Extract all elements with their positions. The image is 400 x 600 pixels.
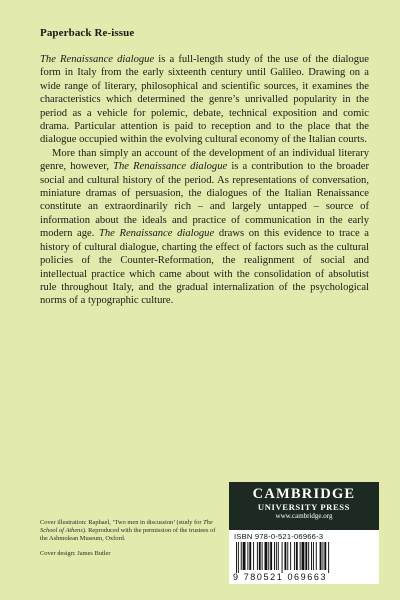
barcode-block	[229, 530, 379, 584]
barcode-bar	[282, 542, 283, 573]
barcode-bar	[270, 542, 272, 570]
book-title-italic: The Renaissance dialogue	[40, 54, 155, 65]
book-title-italic: The Renaissance dialogue	[98, 228, 215, 240]
barcode-bar	[243, 542, 246, 570]
description-text: draws on this evidence to trace a history of cultural dialogue, charting the effect of factors such as the cultural policies of the Counter-Reformation, the realignment of social and intellectual practice which came about with the consolidation of absolutist rule throughout Italy, and the gradual internalization of the psychological norms of a typographic culture.	[40, 228, 369, 307]
description-paragraph-2	[40, 147, 369, 308]
barcode-bar	[238, 542, 239, 573]
barcode-bar	[311, 542, 312, 570]
description-text: is a full-length study of the use of the dialogue form in Italy from the early sixteenth century until Galileo. Drawing on a wide range of literary, philosophical and scientific sources, it examines the characteristics which determined the genre’s unrivalled popularity in the period as a vehicle for polemic, debate, technical exposition and comic drama. Particular attention is paid to reception and to the place that the dialogue occupied within the evolving cultural economy of the Italian courts.	[40, 54, 369, 146]
description-text: is a contribution to the broader social and cultural history of the period. As representations of conversation, miniature dramas of persuasion, the dialogues of the Italian Renaissance constitute an extraordinarily rich – and largely untapped – source of information about the ideals and practice of communication in the early modern age.	[40, 161, 369, 240]
barcode-bar	[284, 542, 286, 570]
barcode-bar	[259, 542, 261, 570]
barcode-bar	[247, 542, 248, 570]
barcode-bar	[296, 542, 298, 570]
publisher-name: CAMBRIDGE	[252, 486, 356, 502]
artwork-title-italic: The School of Athens	[40, 519, 213, 535]
book-description	[40, 53, 369, 308]
credit-text: ). Reproduced with the permission of the trustees of the Ashmolean Museum, Oxford.	[40, 527, 216, 543]
barcode-bar	[257, 542, 258, 570]
barcode-bar	[236, 542, 237, 573]
cover-credits	[40, 519, 222, 558]
cover-illustration-credit	[40, 519, 222, 544]
barcode-bar	[276, 542, 277, 570]
barcode-bar	[300, 542, 301, 570]
reissue-heading: Paperback Re-issue	[40, 27, 135, 39]
barcode-graphic	[234, 542, 374, 573]
description-text: More than simply an account of the development of an individual literary genre, however,	[40, 147, 369, 173]
barcode-bar	[322, 542, 323, 570]
barcode-bar	[241, 542, 242, 570]
barcode-bar	[274, 542, 275, 570]
publisher-subtitle: UNIVERSITY PRESS	[257, 502, 351, 512]
barcode-digits: 9 780521 069663	[233, 572, 328, 582]
barcode-bar	[249, 542, 251, 570]
barcode-bar	[316, 542, 317, 570]
barcode-bar	[294, 542, 295, 570]
barcode-bar	[253, 542, 254, 570]
barcode-bar	[324, 542, 326, 570]
credit-text: Cover illustration: Raphael, ‘Two men in discussion’ (study for	[40, 519, 204, 526]
barcode-bar	[278, 542, 279, 570]
barcode-bar	[313, 542, 314, 570]
barcode-bar	[308, 542, 309, 570]
barcode-bar	[287, 542, 288, 570]
barcode-bar	[305, 542, 307, 570]
barcode-bar	[290, 542, 291, 570]
barcode-bar	[302, 542, 305, 570]
barcode-bar	[320, 542, 322, 570]
publisher-url: www.cambridge.org	[275, 512, 333, 520]
book-title-italic: The Renaissance dialogue	[113, 161, 228, 173]
publisher-logo-block	[229, 482, 379, 530]
barcode-bar	[268, 542, 269, 570]
cover-design-credit: Cover design: James Butler	[40, 549, 111, 557]
isbn-label: ISBN 978-0-521-06966-3	[234, 532, 324, 541]
barcode-bar	[328, 542, 329, 573]
barcode-bar	[265, 542, 268, 570]
barcode-bar	[262, 542, 263, 570]
description-paragraph-1	[40, 53, 369, 147]
